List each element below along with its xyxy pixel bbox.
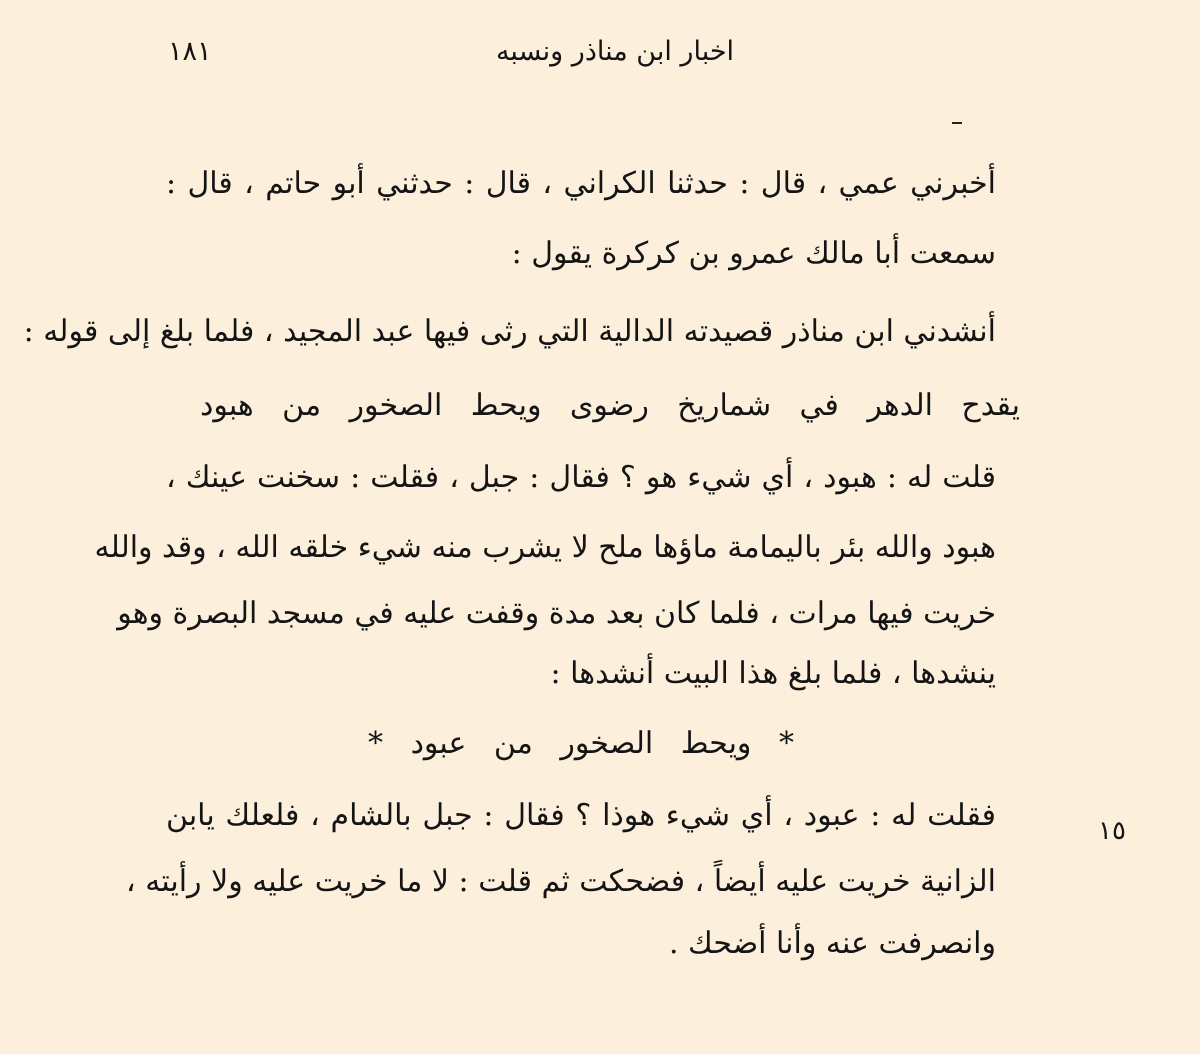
print-mark [952, 122, 962, 124]
text-line-5: هبود والله بئر باليمامة ماؤها ملح لا يشرب منه شيء خلقه الله ، وقد والله [94, 530, 996, 565]
text-line-2: سمعت أبا مالك عمرو بن كركرة يقول : [511, 236, 996, 271]
text-line-1: أخبرني عمي ، قال : حدثنا الكراني ، قال : حدثني أبو حاتم ، قال : [166, 166, 996, 201]
running-title: اخبار ابن مناذر ونسبه [495, 36, 735, 67]
text-line-7: ينشدها ، فلما بلغ هذا البيت أنشدها : [550, 656, 996, 691]
verse-line-2: * ويحط الصخور من عبود * [368, 726, 794, 761]
text-line-3: أنشدني ابن مناذر قصيدته الدالية التي رثى فيها عبد المجيد ، فلما بلغ إلى قوله : [23, 314, 996, 349]
margin-line-number: ١٥ [1098, 816, 1126, 846]
text-line-10: وانصرفت عنه وأنا أضحك . [668, 926, 996, 961]
text-line-8: فقلت له : عبود ، أي شيء هوذا ؟ فقال : جبل بالشام ، فلعلك يابن [166, 798, 996, 833]
page-number: ١٨١ [168, 36, 212, 67]
verse-line-1: يقدح الدهر في شماريخ رضوى ويحط الصخور من هبود [200, 388, 1020, 423]
text-line-4: قلت له : هبود ، أي شيء هو ؟ فقال : جبل ، فقلت : سخنت عينك ، [166, 460, 996, 495]
text-line-6: خريت فيها مرات ، فلما كان بعد مدة وقفت عليه في مسجد البصرة وهو [117, 596, 996, 631]
text-line-9: الزانية خريت عليه أيضاً ، فضحكت ثم قلت : لا ما خريت عليه ولا رأيته ، [126, 864, 996, 899]
